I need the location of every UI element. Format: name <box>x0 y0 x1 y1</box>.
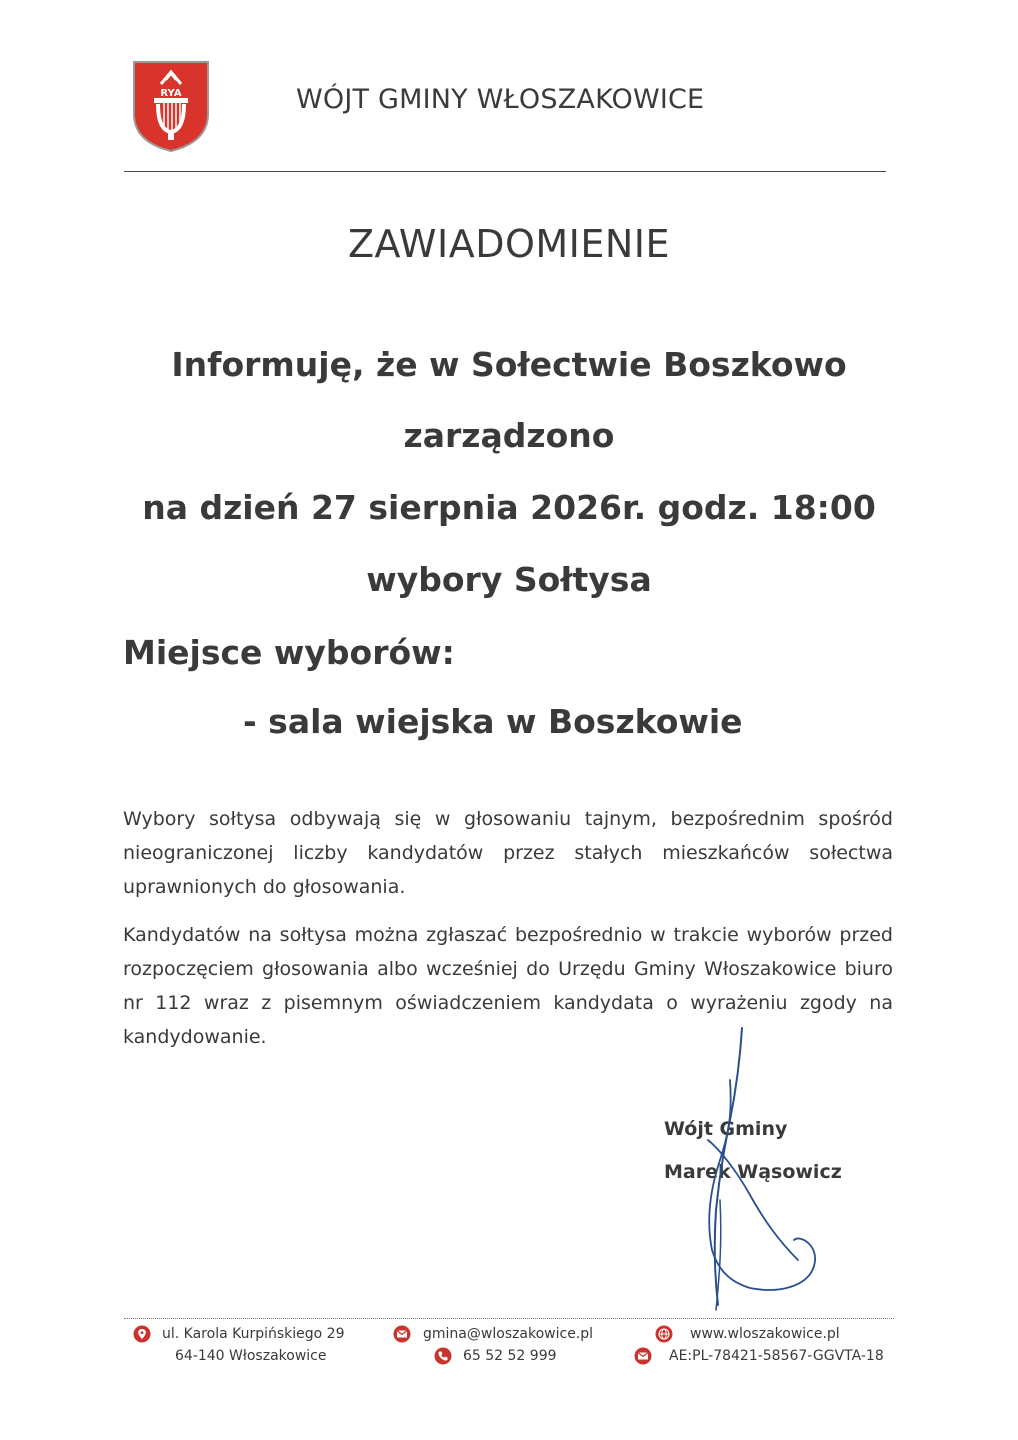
announcement-line-4: wybory Sołtysa <box>366 560 652 599</box>
election-place-value: - sala wiejska w Boszkowie <box>243 702 743 741</box>
envelope-icon <box>393 1325 411 1343</box>
body-paragraph-1: Wybory sołtysa odbywają się w głosowaniu tajnym, bezpośrednim spośród nieograniczonej liczby kandydatów przez stałych mieszkańców sołectwa uprawnionych do głosowania. <box>123 808 893 898</box>
footer-website-link[interactable]: www.wloszakowice.pl <box>690 1326 840 1342</box>
coat-of-arms-letters: RYA <box>160 88 182 99</box>
envelope-icon <box>634 1347 652 1365</box>
announcement-date-time: na dzień 27 sierpnia 2026r. godz. 18:00 <box>142 488 876 527</box>
handwritten-signature <box>690 1020 830 1320</box>
globe-icon <box>655 1325 673 1343</box>
footer-epuap-address: AE:PL-78421-58567-GGVTA-18 <box>669 1348 884 1364</box>
location-pin-icon <box>133 1325 151 1343</box>
issuing-office: WÓJT GMINY WŁOSZAKOWICE <box>296 84 705 115</box>
body-paragraph-2: Kandydatów na sołtysa można zgłaszać bezpośrednio w trakcie wyborów przed rozpoczęciem głosowania albo wcześniej do Urzędu Gminy Włoszakowice biuro nr 112 wraz z pisemnym oświadczeniem kandydata o wyrażeniu zgody na kandydowanie. <box>123 924 893 1048</box>
header-divider <box>124 171 886 172</box>
signatory-role: Wójt Gminy <box>664 1118 788 1140</box>
announcement-line-1: Informuję, że w Sołectwie Boszkowo <box>171 345 847 384</box>
footer-email-link[interactable]: gmina@wloszakowice.pl <box>423 1326 594 1342</box>
announcement-line-2: zarządzono <box>403 416 615 455</box>
coat-of-arms-icon <box>130 58 212 154</box>
footer-address-city: 64-140 Włoszakowice <box>175 1348 327 1364</box>
document-title: ZAWIADOMIENIE <box>347 222 671 266</box>
phone-icon <box>434 1347 452 1365</box>
signatory-name: Marek Wąsowicz <box>664 1161 842 1183</box>
election-place-label: Miejsce wyborów: <box>123 633 455 672</box>
footer-divider <box>124 1318 894 1319</box>
footer-phone: 65 52 52 999 <box>463 1348 557 1364</box>
footer-address-street: ul. Karola Kurpińskiego 29 <box>162 1326 345 1342</box>
